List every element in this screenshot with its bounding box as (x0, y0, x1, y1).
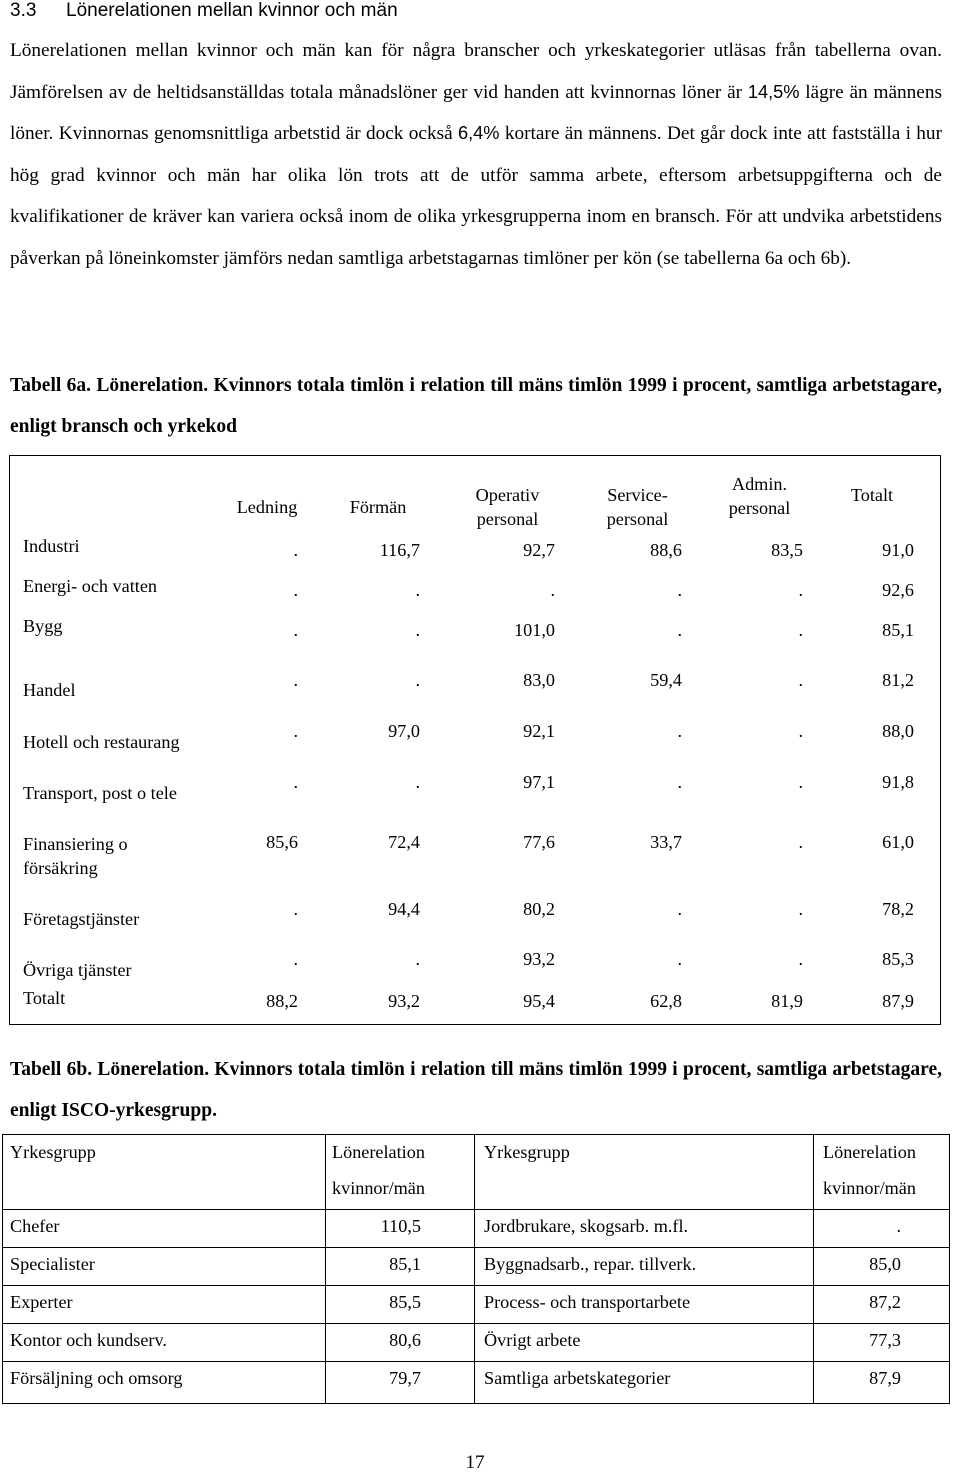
table-cell: . (293, 540, 298, 560)
table-cell: 83,0 (523, 670, 555, 690)
table-cell: 97,1 (523, 772, 555, 792)
table-cell: 93,2 (523, 949, 555, 969)
table-row-value: 87,2 (869, 1292, 901, 1312)
table-cell: . (677, 721, 682, 741)
section-title: Lönerelationen mellan kvinnor och män (66, 0, 398, 21)
page-number: 17 (465, 1452, 485, 1473)
col-header-lonerelation-right-1: Lönerelation (823, 1142, 916, 1162)
table-6b-caption: Tabell 6b. Lönerelation. Kvinnors totala timlön i relation till mäns timlön 1999 i procent, samtliga arbetstagare, enligt ISCO-yrkesgrupp. (10, 1059, 942, 1121)
intro-percent-1: 14,5% (747, 81, 800, 102)
table-6b-rule (3, 1209, 949, 1210)
table-6b-divider (474, 1135, 475, 1403)
col-header-totalt: Totalt (850, 485, 894, 505)
table-cell: . (798, 620, 803, 640)
table-cell: 92,7 (523, 540, 555, 560)
table-cell: . (293, 620, 298, 640)
table-row-group: Försäljning och omsorg (10, 1368, 183, 1388)
col-header-ledning: Ledning (236, 497, 298, 517)
table-cell: 83,5 (771, 540, 803, 560)
section-heading (10, 0, 950, 22)
table-cell: . (798, 772, 803, 792)
col-header-operativ-2: personal (476, 509, 539, 529)
row-label-industri: Industri (23, 536, 80, 556)
row-label-foretagstjanster: Företagstjänster (23, 909, 140, 929)
table-6a-caption: Tabell 6a. Lönerelation. Kvinnors totala timlön i relation till mäns timlön 1999 i procent, samtliga arbetstagare, enligt bransch och yrkekod (10, 375, 942, 437)
table-row-value: 80,6 (389, 1330, 421, 1350)
table-cell: . (293, 580, 298, 600)
table-cell: 85,6 (266, 832, 298, 852)
table-cell: 72,4 (388, 832, 420, 852)
row-label-finansiering-1: Finansiering o (23, 834, 128, 854)
table-cell: . (415, 772, 420, 792)
table-cell: 97,0 (388, 721, 420, 741)
table-cell: 77,6 (523, 832, 555, 852)
table-cell: . (293, 721, 298, 741)
table-cell: . (798, 721, 803, 741)
row-label-hotell: Hotell och restaurang (23, 732, 180, 752)
col-header-admin-1: Admin. (731, 474, 788, 494)
table-row-value: . (896, 1216, 901, 1236)
col-header-yrkesgrupp-right: Yrkesgrupp (484, 1142, 570, 1162)
table-cell: . (798, 832, 803, 852)
table-cell: 88,2 (266, 991, 298, 1011)
table-cell: 81,2 (882, 670, 914, 690)
table-cell: 116,7 (379, 540, 420, 560)
table-cell: 78,2 (882, 899, 914, 919)
table-cell: . (798, 899, 803, 919)
table-cell: . (415, 670, 420, 690)
table-row-group: Kontor och kundserv. (10, 1330, 167, 1350)
table-cell: 80,2 (523, 899, 555, 919)
table-row-group: Specialister (10, 1254, 95, 1274)
table-row-group: Byggnadsarb., repar. tillverk. (484, 1254, 697, 1274)
table-cell: 92,6 (882, 580, 914, 600)
table-cell: . (415, 620, 420, 640)
table-cell: 33,7 (650, 832, 682, 852)
table-cell: 101,0 (514, 620, 555, 640)
table-row-group: Samtliga arbetskategorier (484, 1368, 671, 1388)
table-6b-rule (3, 1361, 949, 1362)
table-cell: . (798, 670, 803, 690)
table-cell: 93,2 (388, 991, 420, 1011)
intro-text-2: lägre än männens löner. Kvinnornas genomsnittliga arbetstid är dock också (10, 81, 943, 144)
intro-paragraph (10, 30, 942, 279)
table-cell: . (798, 949, 803, 969)
row-label-ovriga: Övriga tjänster (23, 960, 132, 980)
table-6a (9, 455, 941, 1025)
table-row-group: Experter (10, 1292, 73, 1312)
table-cell: . (798, 580, 803, 600)
table-cell: . (677, 620, 682, 640)
table-row-group: Jordbrukare, skogsarb. m.fl. (484, 1216, 689, 1236)
table-cell: 91,0 (882, 540, 914, 560)
table-cell: 85,3 (882, 949, 914, 969)
table-cell: 88,0 (882, 721, 914, 741)
table-cell: 88,6 (650, 540, 682, 560)
row-label-handel: Handel (23, 680, 76, 700)
col-header-lonerelation-left-1: Lönerelation (332, 1142, 425, 1162)
row-label-bygg: Bygg (23, 616, 63, 636)
table-row-value: 85,5 (389, 1292, 421, 1312)
row-label-finansiering-2: försäkring (23, 858, 98, 878)
table-row-value: 87,9 (869, 1368, 901, 1388)
table-cell: 91,8 (882, 772, 914, 792)
table-cell: . (677, 899, 682, 919)
table-cell: . (677, 772, 682, 792)
row-label-transport: Transport, post o tele (23, 783, 177, 803)
table-cell: 87,9 (882, 991, 914, 1011)
table-cell: . (293, 899, 298, 919)
col-header-service-1: Service- (607, 485, 668, 505)
table-cell: 95,4 (523, 991, 555, 1011)
row-label-totalt: Totalt (23, 988, 66, 1008)
table-6b-rule (3, 1285, 949, 1286)
table-cell: . (677, 580, 682, 600)
col-header-lonerelation-right-2: kvinnor/män (823, 1178, 916, 1198)
table-row-value: 85,1 (389, 1254, 421, 1274)
col-header-forman: Förmän (349, 497, 407, 517)
table-row-group: Chefer (10, 1216, 60, 1236)
table-cell: 59,4 (650, 670, 682, 690)
table-cell: 94,4 (388, 899, 420, 919)
table-cell: . (415, 949, 420, 969)
table-row-value: 77,3 (869, 1330, 901, 1350)
table-row-group: Övrigt arbete (484, 1330, 581, 1350)
table-row-value: 85,0 (869, 1254, 901, 1274)
table-cell: . (293, 772, 298, 792)
table-6b-rule (3, 1323, 949, 1324)
table-cell: 81,9 (771, 991, 803, 1011)
intro-text-3: kortare än männens. Det går dock inte att fastställa i hur hög grad kvinnor och män har olika lön trots att de utför samma arbete, eftersom arbetsuppgifterna och de kvalifikationer de kräver kan variera också inom de olika yrkesgrupperna inom en bransch. För att undvika arbetstidens påverkan på löneinkomster jämförs nedan samtliga arbetstagarnas timlöner per kön (se tabellerna 6a och 6b). (10, 123, 942, 269)
intro-percent-2: 6,4% (458, 123, 500, 143)
row-label-energi: Energi- och vatten (23, 576, 157, 596)
col-header-lonerelation-left-2: kvinnor/män (332, 1178, 425, 1198)
table-row-group: Process- och transportarbete (484, 1292, 691, 1312)
table-cell: . (550, 580, 555, 600)
col-header-service-2: personal (606, 509, 669, 529)
col-header-yrkesgrupp-left: Yrkesgrupp (10, 1142, 96, 1162)
table-cell: . (293, 670, 298, 690)
intro-text-1: Lönerelationen mellan kvinnor och män kan för några branscher och yrkeskategorier utläsas från tabellerna ovan. Jämförelsen av de heltidsanställdas totala månadslöner ger vid handen att kvinnornas löner är (10, 40, 942, 103)
table-cell: 62,8 (650, 991, 682, 1011)
table-row-value: 110,5 (380, 1216, 421, 1236)
table-cell: 61,0 (882, 832, 914, 852)
table-cell: . (677, 949, 682, 969)
col-header-operativ-1: Operativ (475, 485, 540, 505)
section-number: 3.3 (10, 0, 37, 21)
table-cell: . (293, 949, 298, 969)
table-row-value: 79,7 (389, 1368, 421, 1388)
table-6b-rule (3, 1247, 949, 1248)
table-cell: 92,1 (523, 721, 555, 741)
table-cell: 85,1 (882, 620, 914, 640)
table-6b (2, 1134, 950, 1404)
col-header-admin-2: personal (728, 498, 791, 518)
table-cell: . (415, 580, 420, 600)
